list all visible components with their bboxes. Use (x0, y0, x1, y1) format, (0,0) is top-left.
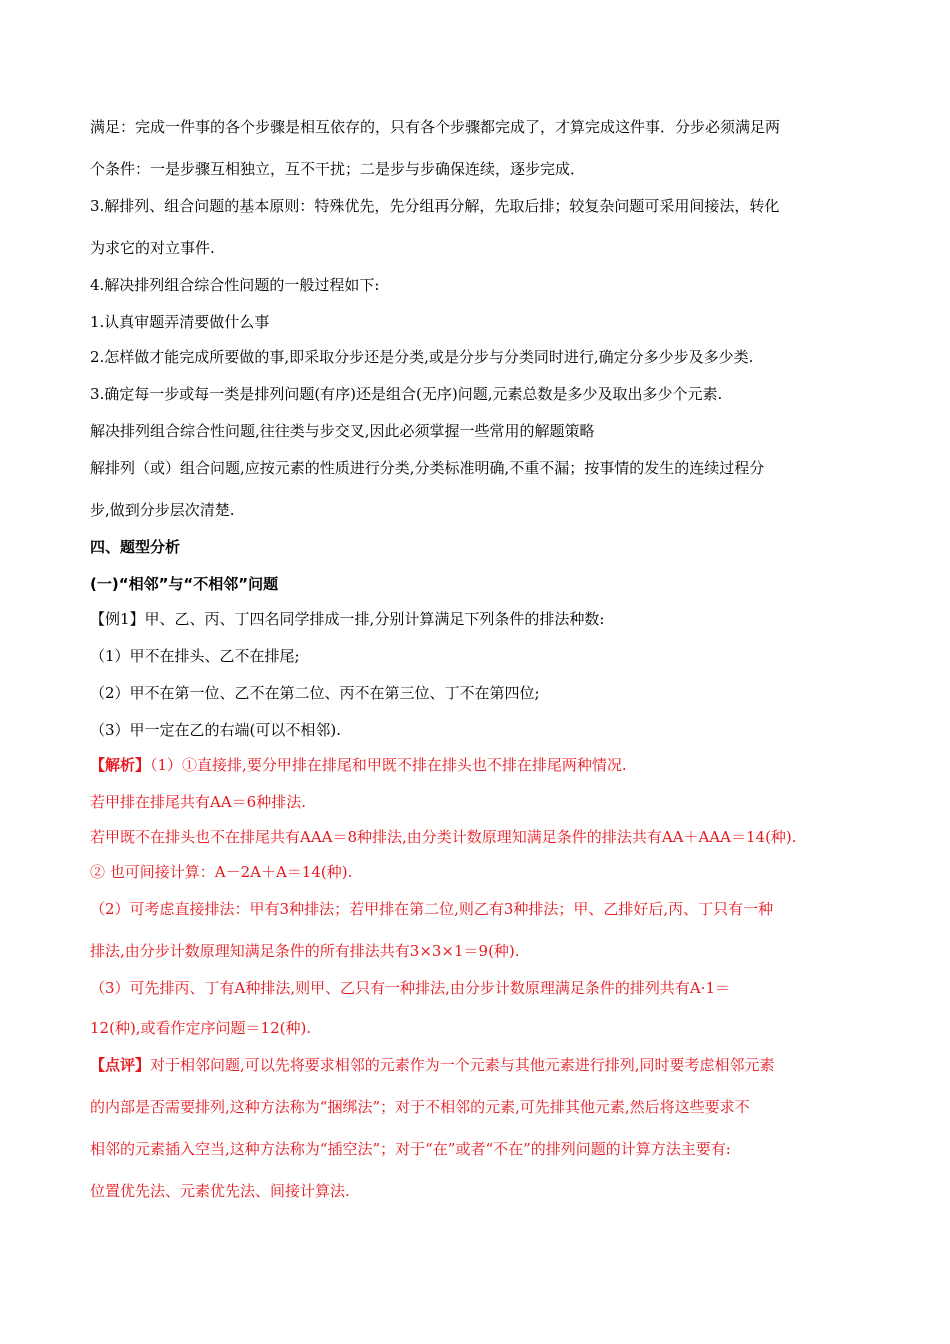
body-line: 1.认真审题弄清要做什么事 (90, 313, 270, 331)
example-item: （1）甲不在排头、乙不在排尾; (90, 647, 300, 665)
body-line: 3.确定每一步或每一类是排列问题(有序)还是组合(无序)问题,元素总数是多少及取出多少个元素. (90, 385, 723, 403)
solution-label: 【解析】 (90, 756, 151, 774)
solution-line: 12(种),或看作定序问题＝12(种). (90, 1019, 312, 1037)
solution-first: （1）①直接排,要分甲排在排尾和甲既不排在排头也不排在排尾两种情况. (150, 756, 627, 774)
body-line: 步,做到分步层次清楚. (90, 501, 235, 519)
comment-line: 位置优先法、元素优先法、间接计算法. (90, 1182, 350, 1200)
solution-line (90, 755, 880, 775)
solution-line: （2）可考虑直接排法：甲有3种排法；若甲排在第二位,则乙有3种排法；甲、乙排好后,丙、丁只有一种 (90, 900, 774, 918)
example-item: （2）甲不在第一位、乙不在第二位、丙不在第三位、丁不在第四位; (90, 684, 540, 702)
solution-line: ② 也可间接计算：A－2A＋A＝14(种). (90, 863, 353, 881)
section-heading: 四、题型分析 (90, 538, 181, 556)
comment-label: 【点评】 (90, 1056, 151, 1074)
comment-first: 对于相邻问题,可以先将要求相邻的元素作为一个元素与其他元素进行排列,同时要考虑相邻元素 (150, 1056, 775, 1074)
body-line: 4.解决排列组合综合性问题的一般过程如下: (90, 276, 380, 294)
example-line (90, 609, 880, 629)
body-line: 个条件：一是步骤互相独立，互不干扰；二是步与步确保连续，逐步完成． (90, 160, 586, 178)
body-line: 解排列（或）组合问题,应按元素的性质进行分类,分类标准明确,不重不漏；按事情的发生的连续过程分 (90, 459, 765, 477)
body-line: 2.怎样做才能完成所要做的事,即采取分步还是分类,或是分步与分类同时进行,确定分多少步及多少类. (90, 348, 754, 366)
body-line: 解决排列组合综合性问题,往往类与步交叉,因此必须掌握一些常用的解题策略 (90, 422, 595, 440)
solution-line: 若甲既不在排头也不在排尾共有AAA＝8种排法,由分类计数原理知满足条件的排法共有AA＋AAA＝14(种). (90, 828, 797, 846)
body-line: 为求它的对立事件. (90, 239, 215, 257)
example-label: 【例1】 (90, 610, 145, 628)
solution-line: 排法,由分步计数原理知满足条件的所有排法共有3×3×1＝9(种). (90, 942, 520, 960)
subsection-heading: (一)“相邻”与“不相邻”问题 (90, 575, 279, 593)
example-text: 甲、乙、丙、丁四名同学排成一排,分别计算满足下列条件的排法种数: (144, 610, 605, 628)
comment-line: 相邻的元素插入空当,这种方法称为“插空法”；对于“在”或者“不在”的排列问题的计算方法主要有: (90, 1140, 731, 1158)
body-line: 满足：完成一件事的各个步骤是相互依存的，只有各个步骤都完成了，才算完成这件事．分步必须满足两 (90, 118, 781, 136)
body-line: 3.解排列、组合问题的基本原则：特殊优先，先分组再分解，先取后排；较复杂问题可采用间接法，转化 (90, 197, 780, 215)
comment-line (90, 1055, 880, 1075)
comment-line: 的内部是否需要排列,这种方法称为“捆绑法”；对于不相邻的元素,可先排其他元素,然后将这些要求不 (90, 1098, 750, 1116)
solution-line: （3）可先排丙、丁有A种排法,则甲、乙只有一种排法,由分步计数原理满足条件的排列共有A·1＝ (90, 979, 731, 997)
solution-line: 若甲排在排尾共有AA＝6种排法. (90, 793, 306, 811)
example-item: （3）甲一定在乙的右端(可以不相邻). (90, 721, 342, 739)
